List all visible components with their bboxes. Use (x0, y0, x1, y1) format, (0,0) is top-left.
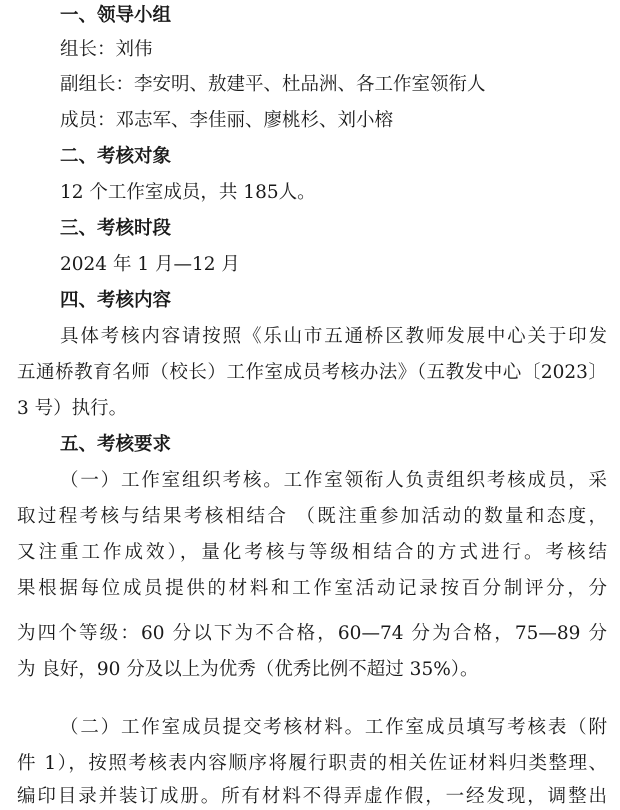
paragraph-line: 取过程考核与结果考核相结合 （既注重参加活动的数量和态度， (17, 506, 607, 527)
paragraph-line: 果根据每位成员提供的材料和工作室活动记录按百分制评分，分 (17, 578, 607, 599)
paragraph-line: 五通桥教育名师（校长）工作室成员考核办法》（五教发中心〔2023〕 (17, 362, 607, 383)
paragraph-line: （一）工作室组织考核。工作室领衔人负责组织考核成员，采 (60, 470, 607, 491)
paragraph-line: 具体考核内容请按照《乐山市五通桥区教师发展中心关于印发 (60, 326, 607, 347)
paragraph-line: （二）工作室成员提交考核材料。工作室成员填写考核表（附 (60, 717, 607, 738)
section-heading-assessment-requirements: 五、考核要求 (60, 434, 172, 455)
paragraph-line: 为四个等级：60 分以下为不合格，60—74 分为合格，75—89 分 (17, 623, 607, 644)
paragraph-line: 件 1），按照考核表内容顺序将履行职责的相关佐证材料归类整理、 (17, 753, 607, 774)
vice-leader-line: 副组长：李安明、敖建平、杜品洲、各工作室领衔人 (60, 74, 486, 95)
assessment-period-text: 2024 年 1 月—12 月 (60, 254, 240, 275)
paragraph-line: 又注重工作成效），量化考核与等级相结合的方式进行。考核结 (17, 542, 607, 563)
assessment-targets-text: 12 个工作室成员，共 185人。 (60, 182, 316, 203)
section-heading-leadership-group: 一、领导小组 (60, 5, 172, 26)
paragraph-line: 为 良好，90 分及以上为优秀（优秀比例不超过 35%）。 (17, 659, 479, 680)
section-heading-assessment-targets: 二、考核对象 (60, 146, 172, 167)
section-heading-assessment-content: 四、考核内容 (60, 290, 172, 311)
section-heading-assessment-period: 三、考核时段 (60, 218, 172, 239)
paragraph-line: 3 号）执行。 (17, 398, 128, 419)
paragraph-line: 编印目录并装订成册。所有材料不得弄虚作假，一经发现，调整出 (17, 786, 607, 807)
members-line: 成员：邓志军、李佳丽、廖桃杉、刘小榕 (60, 110, 394, 131)
group-leader-line: 组长：刘伟 (60, 39, 153, 60)
